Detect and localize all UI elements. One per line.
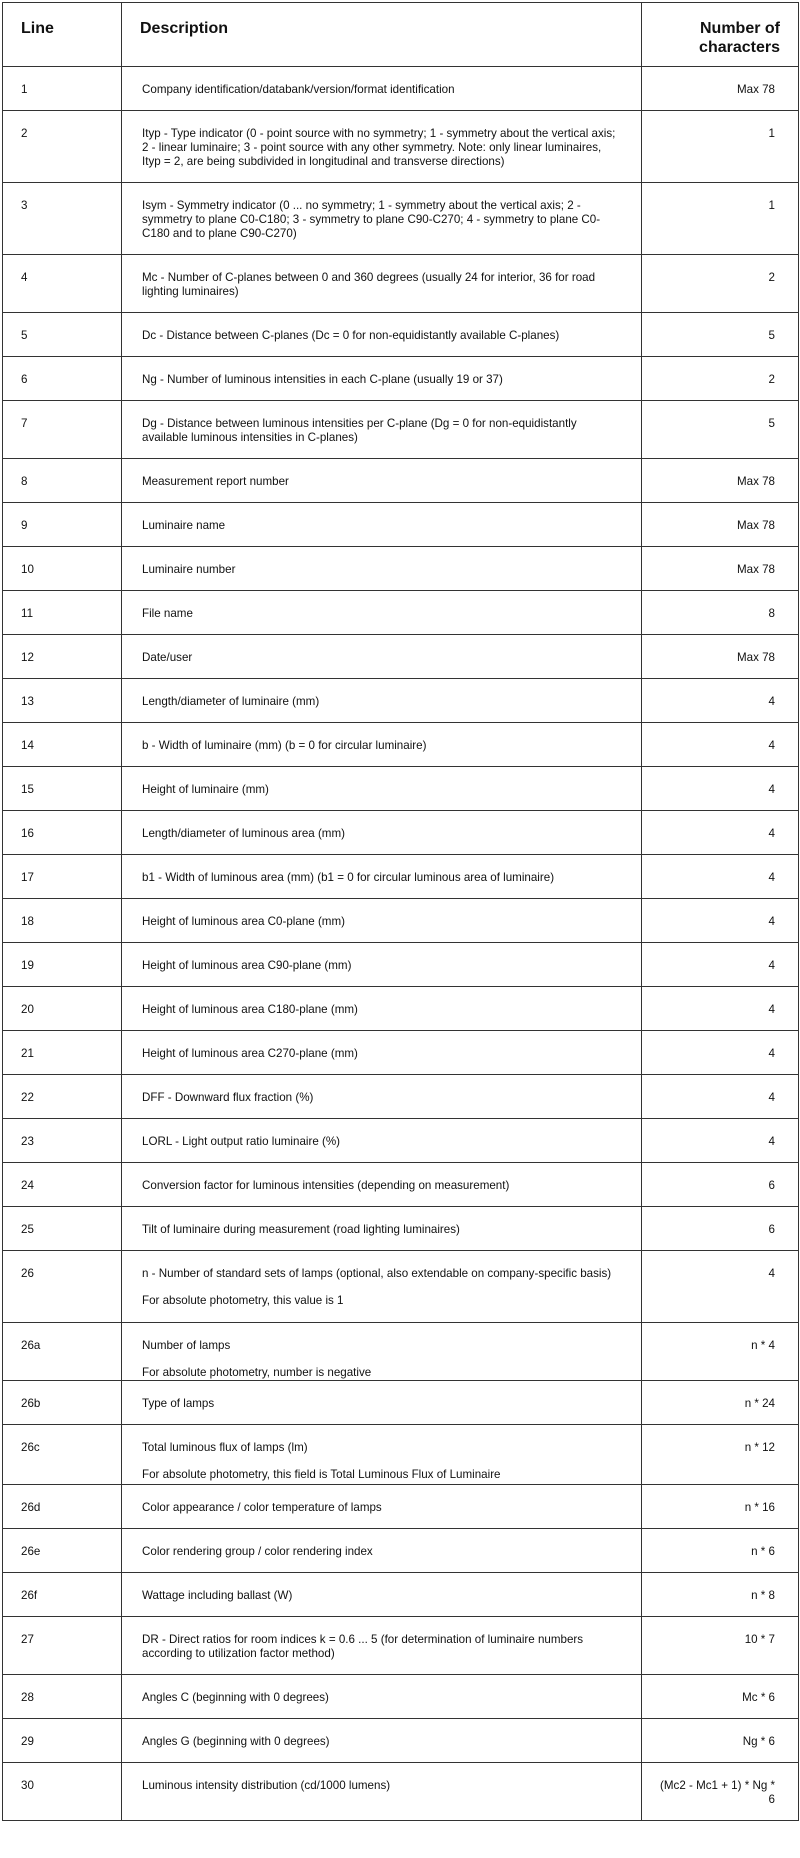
line-cell: 1 [3,67,122,111]
description-cell: Angles C (beginning with 0 degrees) [122,1675,642,1719]
table-row [3,1763,799,1821]
row-note-text: For absolute photometry, number is negative [142,1366,372,1379]
description-cell [122,1323,642,1381]
line-cell: 13 [3,679,122,723]
chars-cell: 6 [642,1163,799,1207]
table-row [3,1425,799,1485]
description-cell: LORL - Light output ratio luminaire (%) [122,1119,642,1163]
line-cell: 6 [3,357,122,401]
eulumdat-format-table [2,2,799,1821]
chars-cell: 4 [642,1119,799,1163]
description-cell: DR - Direct ratios for room indices k = 0.6 ... 5 (for determination of luminaire numbers according to utilization factor method) [122,1617,642,1675]
chars-cell: 2 [642,255,799,313]
chars-cell: 4 [642,899,799,943]
description-cell: Angles G (beginning with 0 degrees) [122,1719,642,1763]
description-cell: b1 - Width of luminous area (mm) (b1 = 0 for circular luminous area of luminaire) [122,855,642,899]
table-body [3,67,799,1821]
row-description-text: n - Number of standard sets of lamps (optional, also extendable on company-specific basis) [142,1267,612,1280]
description-cell: Ityp - Type indicator (0 - point source with no symmetry; 1 - symmetry about the vertical axis; 2 - linear luminaire; 3 - point source with any other symmetry. Note: only linear luminaires, Ityp = 2, are being subdivided in longitudinal and transverse directions) [122,111,642,183]
chars-cell: n * 24 [642,1381,799,1425]
chars-cell: 4 [642,855,799,899]
chars-cell: 6 [642,1207,799,1251]
table-row [3,1573,799,1617]
chars-cell: n * 6 [642,1529,799,1573]
chars-cell: Max 78 [642,503,799,547]
table-row [3,855,799,899]
line-cell: 7 [3,401,122,459]
line-cell: 17 [3,855,122,899]
chars-cell: 4 [642,987,799,1031]
table-row [3,1119,799,1163]
table-row [3,547,799,591]
description-cell: Wattage including ballast (W) [122,1573,642,1617]
description-cell: Color rendering group / color rendering index [122,1529,642,1573]
line-cell: 26f [3,1573,122,1617]
table-row [3,1675,799,1719]
chars-cell: 10 * 7 [642,1617,799,1675]
description-cell: DFF - Downward flux fraction (%) [122,1075,642,1119]
row-note-text: For absolute photometry, this field is Total Luminous Flux of Luminaire [142,1468,501,1481]
line-cell: 18 [3,899,122,943]
description-cell [122,1425,642,1485]
description-cell: Height of luminous area C180-plane (mm) [122,987,642,1031]
chars-cell: Max 78 [642,459,799,503]
table-row [3,1617,799,1675]
description-cell: Mc - Number of C-planes between 0 and 360 degrees (usually 24 for interior, 36 for road lighting luminaires) [122,255,642,313]
description-cell: Company identification/databank/version/format identification [122,67,642,111]
chars-cell: 4 [642,767,799,811]
table-row [3,1031,799,1075]
document-page [2,2,798,1821]
table-row [3,1251,799,1323]
line-cell: 26e [3,1529,122,1573]
table-row [3,313,799,357]
chars-cell: Ng * 6 [642,1719,799,1763]
table-row [3,767,799,811]
table-row [3,1163,799,1207]
description-cell: Luminous intensity distribution (cd/1000 lumens) [122,1763,642,1821]
chars-cell: n * 16 [642,1485,799,1529]
line-cell: 21 [3,1031,122,1075]
row-note-text: For absolute photometry, this value is 1 [142,1294,344,1307]
table-row [3,811,799,855]
chars-cell: n * 4 [642,1323,799,1381]
table-row [3,723,799,767]
chars-cell: n * 8 [642,1573,799,1617]
description-cell: Height of luminaire (mm) [122,767,642,811]
line-cell: 19 [3,943,122,987]
line-cell: 8 [3,459,122,503]
table-row [3,1381,799,1425]
table-row [3,503,799,547]
description-cell: Tilt of luminaire during measurement (road lighting luminaires) [122,1207,642,1251]
description-cell: Dg - Distance between luminous intensities per C-plane (Dg = 0 for non-equidistantly available luminous intensities in C-planes) [122,401,642,459]
header-row [3,3,799,67]
chars-cell: 1 [642,183,799,255]
table-row [3,1529,799,1573]
chars-cell: Max 78 [642,547,799,591]
description-cell: Conversion factor for luminous intensities (depending on measurement) [122,1163,642,1207]
line-cell: 16 [3,811,122,855]
table-row [3,255,799,313]
chars-cell: 4 [642,1075,799,1119]
line-cell: 11 [3,591,122,635]
line-cell: 9 [3,503,122,547]
line-cell: 26a [3,1323,122,1381]
line-cell: 27 [3,1617,122,1675]
table-row [3,987,799,1031]
header-line: Line [3,3,122,67]
chars-cell: n * 12 [642,1425,799,1485]
description-cell: Luminaire number [122,547,642,591]
chars-cell: 2 [642,357,799,401]
chars-cell: 4 [642,1031,799,1075]
table-row [3,591,799,635]
table-row [3,1323,799,1381]
chars-cell: Max 78 [642,67,799,111]
description-cell: Luminaire name [122,503,642,547]
line-cell: 4 [3,255,122,313]
line-cell: 29 [3,1719,122,1763]
table-row [3,635,799,679]
description-cell: b - Width of luminaire (mm) (b = 0 for circular luminaire) [122,723,642,767]
table-row [3,679,799,723]
line-cell: 30 [3,1763,122,1821]
table-row [3,1207,799,1251]
row-description-text: Number of lamps [142,1339,231,1352]
table-row [3,899,799,943]
description-cell: Length/diameter of luminous area (mm) [122,811,642,855]
line-cell: 26b [3,1381,122,1425]
chars-cell: 4 [642,943,799,987]
description-cell: File name [122,591,642,635]
line-cell: 5 [3,313,122,357]
description-cell: Height of luminous area C0-plane (mm) [122,899,642,943]
chars-cell: 8 [642,591,799,635]
table-row [3,1075,799,1119]
description-cell: Height of luminous area C270-plane (mm) [122,1031,642,1075]
line-cell: 20 [3,987,122,1031]
description-cell: Dc - Distance between C-planes (Dc = 0 for non-equidistantly available C-planes) [122,313,642,357]
table-row [3,459,799,503]
chars-cell: Max 78 [642,635,799,679]
row-description-text: Total luminous flux of lamps (lm) [142,1441,308,1454]
line-cell: 25 [3,1207,122,1251]
description-cell: Type of lamps [122,1381,642,1425]
header-chars-line2: characters [699,39,780,56]
table-row [3,357,799,401]
description-cell [122,1251,642,1323]
line-cell: 28 [3,1675,122,1719]
chars-cell: 1 [642,111,799,183]
description-cell: Measurement report number [122,459,642,503]
line-cell: 23 [3,1119,122,1163]
line-cell: 26c [3,1425,122,1485]
table-row [3,401,799,459]
header-description: Description [122,3,642,67]
description-cell: Date/user [122,635,642,679]
table-row [3,183,799,255]
chars-cell: 4 [642,679,799,723]
line-cell: 15 [3,767,122,811]
chars-cell: 5 [642,401,799,459]
line-cell: 26d [3,1485,122,1529]
chars-cell: 4 [642,723,799,767]
table-row [3,943,799,987]
header-chars-line1: Number of [700,20,780,37]
line-cell: 24 [3,1163,122,1207]
chars-cell: 4 [642,1251,799,1323]
line-cell: 2 [3,111,122,183]
chars-cell: 5 [642,313,799,357]
line-cell: 12 [3,635,122,679]
header-number-of-characters [642,3,799,67]
line-cell: 26 [3,1251,122,1323]
description-cell: Height of luminous area C90-plane (mm) [122,943,642,987]
line-cell: 14 [3,723,122,767]
table-row [3,1485,799,1529]
table-row [3,111,799,183]
line-cell: 3 [3,183,122,255]
chars-cell: Mc * 6 [642,1675,799,1719]
description-cell: Ng - Number of luminous intensities in each C-plane (usually 19 or 37) [122,357,642,401]
table-row [3,1719,799,1763]
description-cell: Length/diameter of luminaire (mm) [122,679,642,723]
line-cell: 10 [3,547,122,591]
chars-cell: 4 [642,811,799,855]
line-cell: 22 [3,1075,122,1119]
description-cell: Isym - Symmetry indicator (0 ... no symmetry; 1 - symmetry about the vertical axis; 2 - symmetry to plane C0-C180; 3 - symmetry to plane C90-C270; 4 - symmetry to plane C0-C180 and to plane C90-C270) [122,183,642,255]
chars-cell: (Mc2 - Mc1 + 1) * Ng * 6 [642,1763,799,1821]
table-row [3,67,799,111]
description-cell: Color appearance / color temperature of lamps [122,1485,642,1529]
